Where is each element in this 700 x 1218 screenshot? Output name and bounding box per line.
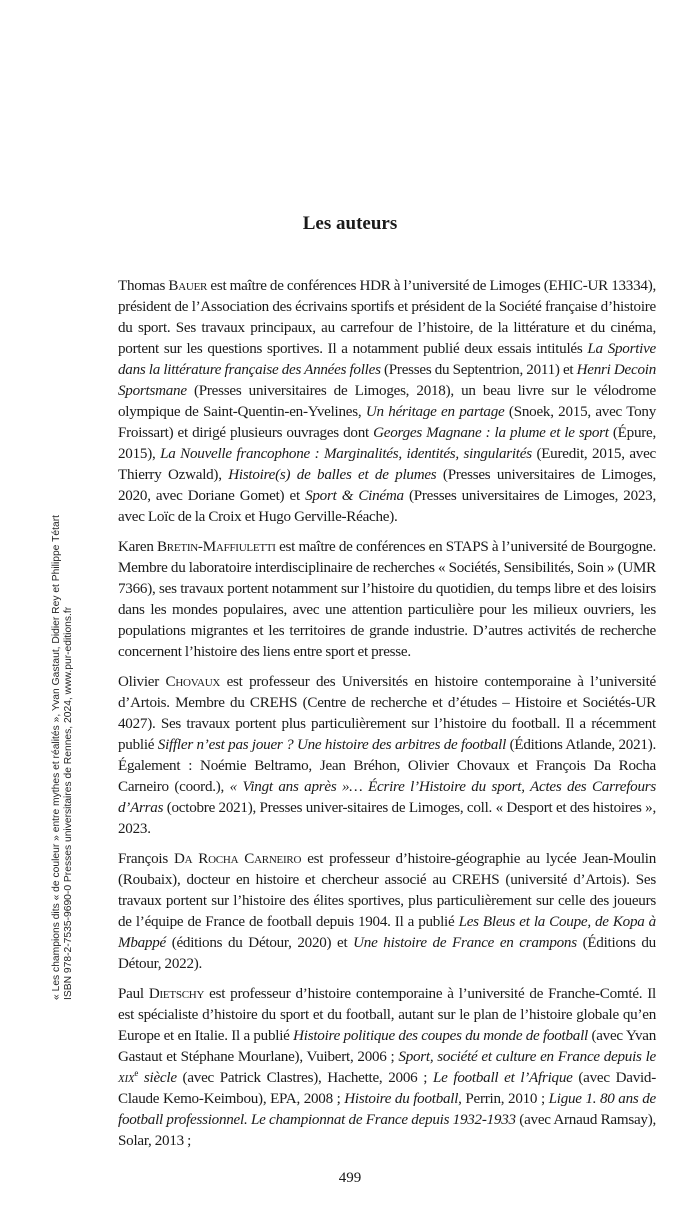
author-bio-paragraph (118, 672, 656, 840)
work-title: Georges Magnane : la plume et le sport (373, 425, 609, 441)
work-title: « Vingt ans après »… Écrire l’Histoire du sport, Actes des Carrefours d’Arras (118, 779, 656, 816)
work-title: La Nouvelle francophone : Marginalités, identités, singularités (160, 446, 532, 462)
work-title: Histoire du football (344, 1091, 459, 1107)
bio-text: (avec Yvan Gastaut et Stéphane Mourlane), Vuibert, 2006 ; (118, 1028, 656, 1065)
work-title: Sport & Cinéma (305, 488, 404, 504)
bio-text: est maître de conférences en STAPS à l’université de Bourgogne. Membre du laboratoire interdisciplinaire de recherches « Sociétés, Sensibilités, Soin » (UMR 7366), ses travaux portent notamment sur l’histoire du quotidien, du temps libre et des loisirs dans les mondes populaires, avec une attention particulière pour les milieux ouvriers, les populations migrantes et les territoires de grande industrie. D’autres activités de recherche concernent l’histoire des liens entre sport et presse. (118, 539, 656, 660)
bio-text: (octobre 2021), Presses univer-sitaires de Limoges, coll. « Desport et des histoires », 2023. (118, 800, 656, 837)
bio-text: (éditions du Détour, 2020) et (165, 935, 354, 951)
work-title: Les Bleus et la Coupe, de Kopa à Mbappé (118, 914, 656, 951)
bio-text: Karen (118, 539, 157, 555)
bio-text: est maître de conférences HDR à l’université de Limoges (EHIC-UR 13334), président de l’Association des écrivains sportifs et président de la Société française d’histoire du sport. Ses travaux principaux, au carrefour de l’histoire, de la littérature et du cinéma, portent sur les questions sportives. Il a notamment publié deux essais intitulés (118, 278, 656, 357)
work-title: Histoire(s) de balles et de plumes (228, 467, 437, 483)
bio-text: est professeur d’histoire contemporaine à l’université de Franche-Comté. Il est spécialiste d’histoire du sport et du football, autant sur le plan de l’histoire globale qu’en Europe et en Italie. Il a publié (118, 986, 656, 1044)
bio-text: , Perrin, 2010 ; (458, 1091, 549, 1107)
bio-text: est professeur d’histoire-géographie au lycée Jean-Moulin (Roubaix), docteur en histoire et chercheur associé au CREHS (université d’Artois). Ses travaux portent sur l’histoire des élites sportives, plus particulièrement sur celle des joueurs de l’équipe de France de football depuis 1904. Il a publié (118, 851, 657, 930)
work-title: Un héritage en partage (365, 404, 505, 420)
bio-text: (Presses universitaires de Limoges, 2018), un beau livre sur le vélodrome olympique de Saint-Quentin-en-Yvelines, (118, 383, 656, 420)
work-title: Ligue 1. 80 ans de football professionnel. Le championnat de France depuis 1932-1933 (118, 1091, 656, 1128)
bio-text: Paul (118, 986, 149, 1002)
bio-text: e (134, 1067, 139, 1078)
bio-text: Thomas (118, 278, 169, 294)
bio-text: (Épure, 2015), (118, 425, 656, 462)
page-number: 499 (338, 1170, 362, 1186)
work-title: Siffler n’est pas jouer ? Une histoire des arbitres de football (157, 737, 507, 753)
author-name: Dietschy (148, 986, 205, 1002)
author-bio-paragraph (118, 276, 656, 528)
author-bio-paragraph (118, 537, 656, 663)
work-title: siècle (138, 1070, 177, 1086)
author-name: Da Rocha Carneiro (173, 851, 302, 867)
work-title: Une histoire de France en crampons (353, 935, 577, 951)
bio-text: est professeur des Universités en histoire contemporaine à l’université d’Artois. Membre du CREHS (Centre de recherche et d’études – Histoire et Sociétés-UR 4027). Ses travaux portent plus particulièrement sur l’histoire du football. Il a récemment publié (118, 674, 657, 753)
work-title: Histoire politique des coupes du monde de football (293, 1028, 588, 1044)
bio-text: (Presses universitaires de Limoges, 2020, avec Doriane Gomet) et (118, 467, 656, 504)
bio-text: (avec David-Claude Kemo-Keimbou), EPA, 2008 ; (118, 1070, 657, 1107)
bio-text: (Presses du Septentrion, 2011) et (380, 362, 577, 378)
work-title: xix (118, 1070, 135, 1086)
bio-text: (Euredit, 2015, avec Thierry Ozwald), (118, 446, 656, 483)
bio-text: (avec Arnaud Ramsay), Solar, 2013 ; (118, 1112, 657, 1149)
copyright-line-2: ISBN 978-2-7535-9690-0 Presses universitaires de Rennes, 2024, www.pur-editions.fr (63, 606, 74, 1000)
work-title: Le football et l’Afrique (432, 1070, 573, 1086)
author-name: Bauer (168, 278, 208, 294)
author-bio-paragraph (118, 849, 656, 975)
author-name: Chovaux (165, 674, 221, 690)
author-name: Bretin-Maffiuletti (156, 539, 276, 555)
work-title: Henri Decoin Sportsmane (118, 362, 656, 399)
work-title: Sport, société et culture en France depuis le (398, 1049, 656, 1065)
author-bio-paragraph (118, 984, 656, 1152)
page-title: Les auteurs (302, 213, 398, 234)
bio-text: (Éditions du Détour, 2022). (118, 935, 656, 972)
bio-text: Olivier (118, 674, 166, 690)
bio-text: (avec Patrick Clastres), Hachette, 2006 ; (176, 1070, 433, 1086)
bio-text: (Snoek, 2015, avec Tony Froissart) et dirigé plusieurs ouvrages dont (118, 404, 657, 441)
copyright-line-1: « Les champions dits « de couleur » entre mythes et réalités », Yvan Gastaut, Didier Rey et Philippe Tétart (51, 515, 62, 1000)
authors-list (118, 276, 656, 1152)
bio-text: (Éditions Atlande, 2021). Également : Noémie Beltramo, Jean Bréhon, Olivier Chovaux et François Da Rocha Carneiro (coord.), (118, 737, 656, 795)
bio-text: François (118, 851, 174, 867)
work-title: La Sportive dans la littérature française des Années folles (118, 341, 657, 378)
bio-text: (Presses universitaires de Limoges, 2023, avec Loïc de la Croix et Hugo Gerville-Réache). (118, 488, 656, 525)
